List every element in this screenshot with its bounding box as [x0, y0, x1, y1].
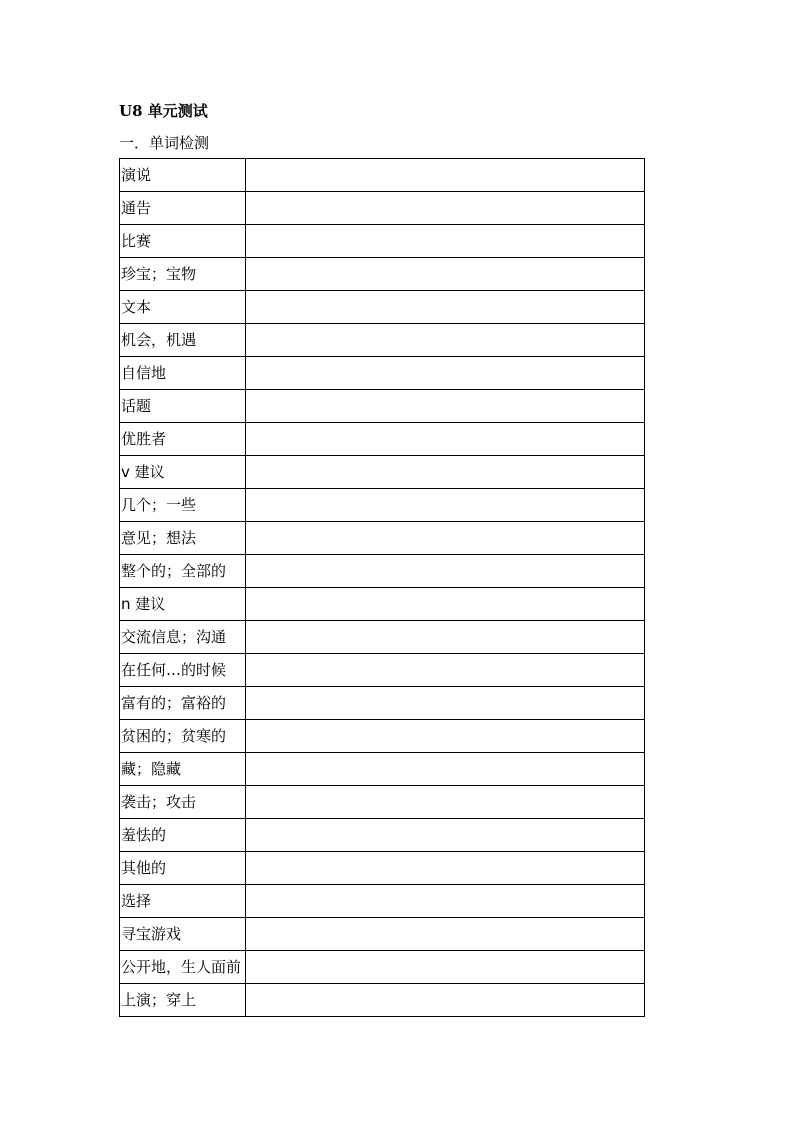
- table-row: [120, 654, 645, 687]
- table-row: [120, 885, 645, 918]
- vocab-answer-cell[interactable]: [246, 390, 645, 423]
- vocab-answer-cell[interactable]: [246, 522, 645, 555]
- table-row: [120, 687, 645, 720]
- table-row: [120, 984, 645, 1017]
- vocab-answer-cell[interactable]: [246, 588, 645, 621]
- table-row: [120, 225, 645, 258]
- vocab-prompt-cell: 通告: [120, 192, 246, 225]
- table-row: [120, 852, 645, 885]
- vocab-prompt-cell: 交流信息；沟通: [120, 621, 246, 654]
- vocab-prompt-cell: 选择: [120, 885, 246, 918]
- vocab-answer-cell[interactable]: [246, 753, 645, 786]
- vocab-prompt-cell: 袭击；攻击: [120, 786, 246, 819]
- vocab-prompt-cell: 整个的；全部的: [120, 555, 246, 588]
- vocab-prompt-cell: 贫困的；贫寒的: [120, 720, 246, 753]
- table-row: [120, 786, 645, 819]
- vocab-answer-cell[interactable]: [246, 357, 645, 390]
- vocab-answer-cell[interactable]: [246, 951, 645, 984]
- table-row: [120, 918, 645, 951]
- vocab-answer-cell[interactable]: [246, 291, 645, 324]
- table-row: [120, 489, 645, 522]
- table-row: [120, 720, 645, 753]
- vocab-answer-cell[interactable]: [246, 687, 645, 720]
- vocab-answer-cell[interactable]: [246, 423, 645, 456]
- vocab-prompt-cell: 比赛: [120, 225, 246, 258]
- vocab-answer-cell[interactable]: [246, 258, 645, 291]
- table-row: [120, 159, 645, 192]
- vocab-prompt-cell: 上演；穿上: [120, 984, 246, 1017]
- vocab-prompt-cell: 优胜者: [120, 423, 246, 456]
- vocab-answer-cell[interactable]: [246, 654, 645, 687]
- vocab-prompt-cell: 自信地: [120, 357, 246, 390]
- vocab-answer-cell[interactable]: [246, 885, 645, 918]
- vocab-table: [119, 158, 645, 1017]
- table-row: [120, 423, 645, 456]
- vocab-prompt-cell: 机会，机遇: [120, 324, 246, 357]
- vocab-prompt-cell: 几个；一些: [120, 489, 246, 522]
- table-row: [120, 192, 645, 225]
- vocab-prompt-cell: 富有的；富裕的: [120, 687, 246, 720]
- vocab-prompt-cell: n 建议: [120, 588, 246, 621]
- vocab-answer-cell[interactable]: [246, 852, 645, 885]
- vocab-answer-cell[interactable]: [246, 819, 645, 852]
- vocab-answer-cell[interactable]: [246, 918, 645, 951]
- table-row: [120, 753, 645, 786]
- vocab-answer-cell[interactable]: [246, 786, 645, 819]
- vocab-answer-cell[interactable]: [246, 159, 645, 192]
- table-row: [120, 258, 645, 291]
- vocab-answer-cell[interactable]: [246, 720, 645, 753]
- vocab-answer-cell[interactable]: [246, 621, 645, 654]
- table-row: [120, 456, 645, 489]
- vocab-answer-cell[interactable]: [246, 456, 645, 489]
- vocab-prompt-cell: 文本: [120, 291, 246, 324]
- table-row: [120, 819, 645, 852]
- vocab-answer-cell[interactable]: [246, 192, 645, 225]
- vocab-prompt-cell: 珍宝；宝物: [120, 258, 246, 291]
- vocab-prompt-cell: 演说: [120, 159, 246, 192]
- vocab-prompt-cell: 其他的: [120, 852, 246, 885]
- table-row: [120, 522, 645, 555]
- vocab-answer-cell[interactable]: [246, 324, 645, 357]
- page-title: U8 单元测试: [119, 102, 208, 120]
- table-row: [120, 621, 645, 654]
- vocab-answer-cell[interactable]: [246, 984, 645, 1017]
- vocab-prompt-cell: 寻宝游戏: [120, 918, 246, 951]
- vocab-answer-cell[interactable]: [246, 489, 645, 522]
- vocab-table-body: [120, 159, 645, 1017]
- vocab-prompt-cell: 藏；隐藏: [120, 753, 246, 786]
- vocab-prompt-cell: 意见；想法: [120, 522, 246, 555]
- vocab-answer-cell[interactable]: [246, 555, 645, 588]
- table-row: [120, 555, 645, 588]
- table-row: [120, 324, 645, 357]
- section-heading: 一．单词检测: [119, 134, 210, 152]
- table-row: [120, 357, 645, 390]
- vocab-prompt-cell: 羞怯的: [120, 819, 246, 852]
- table-row: [120, 951, 645, 984]
- vocab-prompt-cell: 话题: [120, 390, 246, 423]
- vocab-answer-cell[interactable]: [246, 225, 645, 258]
- table-row: [120, 291, 645, 324]
- vocab-prompt-cell: v 建议: [120, 456, 246, 489]
- table-row: [120, 588, 645, 621]
- vocab-prompt-cell: 在任何…的时候: [120, 654, 246, 687]
- vocab-prompt-cell: 公开地，生人面前: [120, 951, 246, 984]
- table-row: [120, 390, 645, 423]
